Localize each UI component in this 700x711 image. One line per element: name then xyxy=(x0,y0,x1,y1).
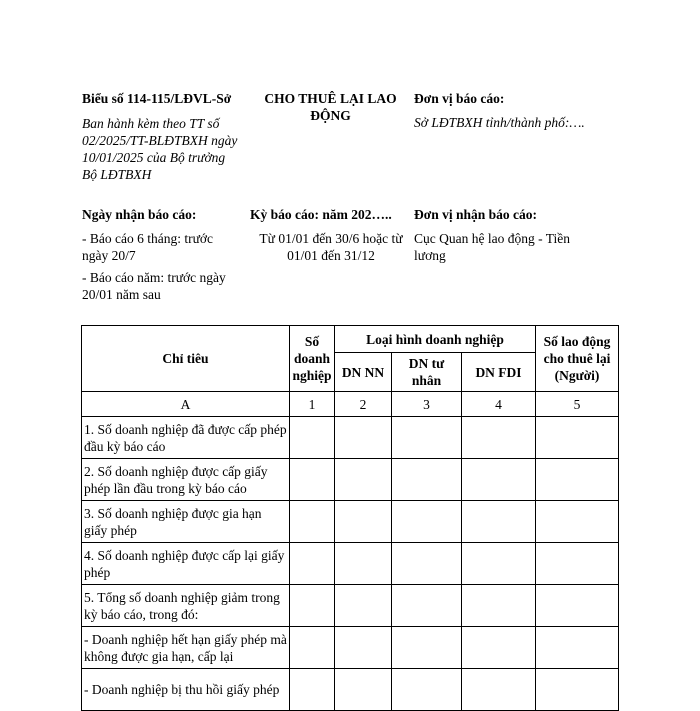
table-row xyxy=(82,585,619,627)
data-cell[interactable] xyxy=(462,669,536,711)
data-cell[interactable] xyxy=(462,501,536,543)
col-count-header: Số doanh nghiệp xyxy=(290,326,335,392)
report-table xyxy=(81,325,619,711)
data-cell[interactable] xyxy=(335,417,392,459)
data-cell[interactable] xyxy=(536,543,619,585)
data-cell[interactable] xyxy=(335,543,392,585)
table-row xyxy=(82,459,619,501)
period-value: Từ 01/01 đến 30/6 hoặc từ 01/01 đến 31/12 xyxy=(259,231,403,263)
row-label: 1. Số doanh nghiệp đã được cấp phép đầu kỳ báo cáo xyxy=(82,417,290,459)
period-label: Kỳ báo cáo: năm 202….. xyxy=(250,207,392,222)
index-cell: 3 xyxy=(392,392,462,417)
form-code: Biểu số 114-115/LĐVL-Sở xyxy=(82,91,232,106)
data-cell[interactable] xyxy=(335,459,392,501)
col-private-header: DN tư nhân xyxy=(392,353,462,392)
index-cell: 4 xyxy=(462,392,536,417)
data-cell[interactable] xyxy=(392,543,462,585)
reporting-unit-value: Sở LĐTBXH tỉnh/thành phố:…. xyxy=(414,115,585,130)
table-row xyxy=(82,669,619,711)
col-workers-header: Số lao động cho thuê lại (Người) xyxy=(536,326,619,392)
receiving-unit-label: Đơn vị nhận báo cáo: xyxy=(414,207,538,222)
data-cell[interactable] xyxy=(392,627,462,669)
data-cell[interactable] xyxy=(536,501,619,543)
table-row xyxy=(82,543,619,585)
receive-year: - Báo cáo năm: trước ngày 20/01 năm sau xyxy=(82,270,226,302)
table-row xyxy=(82,501,619,543)
row-label: - Doanh nghiệp bị thu hồi giấy phép xyxy=(82,669,290,711)
row-label: 3. Số doanh nghiệp được gia hạn giấy phép xyxy=(82,501,290,543)
data-cell[interactable] xyxy=(462,459,536,501)
data-cell[interactable] xyxy=(290,459,335,501)
reporting-unit-label: Đơn vị báo cáo: xyxy=(414,91,505,106)
index-cell: 2 xyxy=(335,392,392,417)
data-cell[interactable] xyxy=(335,585,392,627)
index-cell: A xyxy=(82,392,290,417)
data-cell[interactable] xyxy=(290,627,335,669)
data-cell[interactable] xyxy=(290,585,335,627)
data-cell[interactable] xyxy=(462,417,536,459)
row-label: 5. Tổng số doanh nghiệp giảm trong kỳ báo cáo, trong đó: xyxy=(82,585,290,627)
data-cell[interactable] xyxy=(536,459,619,501)
data-cell[interactable] xyxy=(335,501,392,543)
receiving-unit-value: Cục Quan hệ lao động - Tiền lương xyxy=(414,231,570,263)
row-label: 2. Số doanh nghiệp được cấp giấy phép lần đầu trong kỳ báo cáo xyxy=(82,459,290,501)
col-indicator-header: Chỉ tiêu xyxy=(82,326,290,392)
header-left xyxy=(82,90,242,183)
data-cell[interactable] xyxy=(392,585,462,627)
data-cell[interactable] xyxy=(536,417,619,459)
data-cell[interactable] xyxy=(335,669,392,711)
table-row xyxy=(82,627,619,669)
receive-6m: - Báo cáo 6 tháng: trước ngày 20/7 xyxy=(82,231,214,263)
issued-note: Ban hành kèm theo TT số 02/2025/TT-BLĐTBXH ngày 10/01/2025 của Bộ trưởng Bộ LĐTBXH xyxy=(82,116,238,182)
period-block xyxy=(250,206,412,264)
data-cell[interactable] xyxy=(392,459,462,501)
header-right xyxy=(414,90,589,131)
data-cell[interactable] xyxy=(392,417,462,459)
col-type-group-header: Loại hình doanh nghiệp xyxy=(335,326,536,353)
row-label: - Doanh nghiệp hết hạn giấy phép mà không được gia hạn, cấp lại xyxy=(82,627,290,669)
table-row xyxy=(82,417,619,459)
data-cell[interactable] xyxy=(392,501,462,543)
index-row xyxy=(82,392,619,417)
data-cell[interactable] xyxy=(290,417,335,459)
data-cell[interactable] xyxy=(536,627,619,669)
data-cell[interactable] xyxy=(392,669,462,711)
receive-date-block xyxy=(82,206,242,303)
data-cell[interactable] xyxy=(462,627,536,669)
data-cell[interactable] xyxy=(290,501,335,543)
data-cell[interactable] xyxy=(462,585,536,627)
index-cell: 1 xyxy=(290,392,335,417)
data-cell[interactable] xyxy=(335,627,392,669)
data-cell[interactable] xyxy=(536,669,619,711)
data-cell[interactable] xyxy=(462,543,536,585)
row-label: 4. Số doanh nghiệp được cấp lại giấy phép xyxy=(82,543,290,585)
col-fdi-header: DN FDI xyxy=(462,353,536,392)
data-cell[interactable] xyxy=(290,543,335,585)
receive-date-label: Ngày nhận báo cáo: xyxy=(82,207,197,222)
data-cell[interactable] xyxy=(290,669,335,711)
document-title: CHO THUÊ LẠI LAO ĐỘNG xyxy=(264,91,397,123)
index-cell: 5 xyxy=(536,392,619,417)
receiving-unit-block xyxy=(414,206,574,264)
data-cell[interactable] xyxy=(536,585,619,627)
col-state-owned-header: DN NN xyxy=(335,353,392,392)
